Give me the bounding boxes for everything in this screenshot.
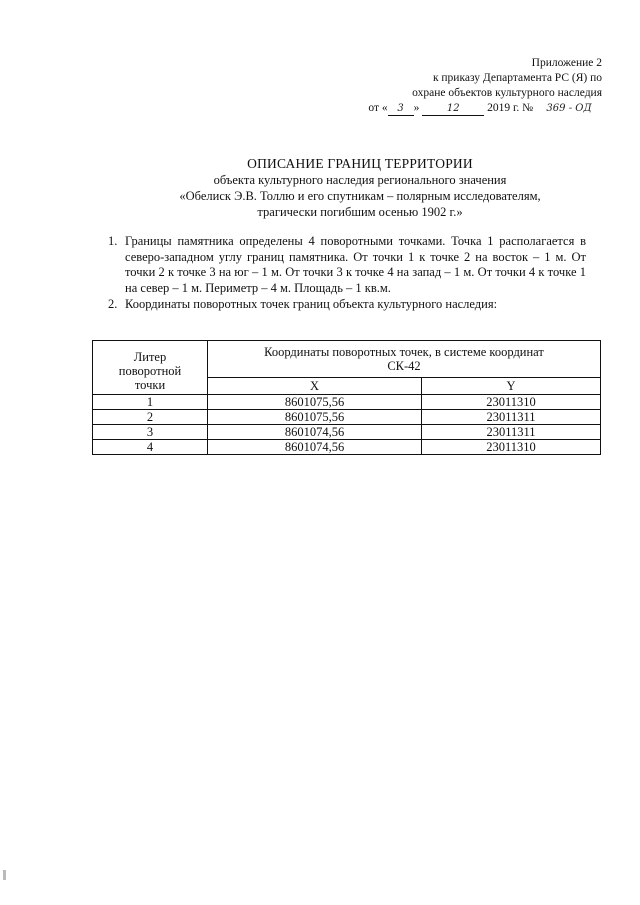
- cell-x: 8601074,56: [208, 440, 422, 455]
- header-coordinates-line-1: Координаты поворотных точек, в системе координат: [264, 345, 544, 359]
- cell-y: 23011311: [422, 425, 601, 440]
- cell-point: 4: [93, 440, 208, 455]
- handwritten-day: 3: [388, 103, 414, 116]
- document-title: [110, 155, 610, 220]
- header-literal-line-1: Литер: [133, 349, 167, 364]
- header-literal-line-3: точки: [134, 377, 166, 392]
- title-heading: ОПИСАНИЕ ГРАНИЦ ТЕРРИТОРИИ: [247, 156, 473, 171]
- cell-y: 23011310: [422, 395, 601, 410]
- header-y: Y: [422, 378, 601, 395]
- list-item: [100, 234, 586, 296]
- title-line-2: объекта культурного наследия регионального значения: [213, 173, 507, 187]
- list-item-text: Координаты поворотных точек границ объекта культурного наследия:: [125, 297, 498, 311]
- date-quote-close: »: [413, 102, 420, 114]
- cell-point: 2: [93, 410, 208, 425]
- appendix-line-2: к приказу Департамента РС (Я) по: [432, 72, 602, 84]
- cell-y: 23011310: [422, 440, 601, 455]
- header-coordinates-line-2: СК-42: [387, 359, 421, 373]
- appendix-date-line: [362, 101, 602, 116]
- coordinates-table: [92, 340, 601, 455]
- appendix-line-1: Приложение 2: [531, 57, 602, 69]
- handwritten-month: 12: [422, 103, 484, 116]
- numbered-list: [100, 234, 586, 314]
- table-row: [93, 440, 601, 455]
- list-item: [100, 297, 586, 313]
- table-row: [93, 395, 601, 410]
- header-coordinates: [208, 341, 601, 378]
- cell-x: 8601075,56: [208, 395, 422, 410]
- header-x: X: [208, 378, 422, 395]
- date-prefix: от «: [368, 102, 388, 114]
- title-line-4: трагически погибшим осенью 1902 г.»: [257, 205, 463, 219]
- scan-edge-mark: [3, 870, 6, 880]
- header-literal-line-2: поворотной: [118, 363, 182, 378]
- appendix-header: [362, 56, 602, 116]
- list-item-text: Границы памятника определены 4 поворотными точками. Точка 1 располагается в северо-западном углу границ памятника. От точки 1 к точке 2 на восток – 1 м. От точки 2 к точке 3 на юг – 1 м. От точки 3 к точке 4 на запад – 1 м. От точки 4 к точке 1 на север – 1 м. Периметр – 4 м. Площадь – 1 кв.м.: [125, 234, 586, 295]
- cell-x: 8601075,56: [208, 410, 422, 425]
- date-year-suffix: 2019 г. №: [487, 102, 534, 114]
- handwritten-number: 369 - ОД: [546, 103, 592, 114]
- title-line-3: «Обелиск Э.В. Толлю и его спутникам – полярным исследователям,: [179, 189, 541, 203]
- cell-point: 3: [93, 425, 208, 440]
- list-item-number: 2.: [108, 297, 118, 311]
- list-item-number: 1.: [108, 234, 118, 248]
- table-row: [93, 410, 601, 425]
- table-row: [93, 425, 601, 440]
- appendix-line-3: охране объектов культурного наследия: [412, 87, 602, 99]
- header-point-literal: [93, 341, 208, 395]
- cell-x: 8601074,56: [208, 425, 422, 440]
- cell-y: 23011311: [422, 410, 601, 425]
- cell-point: 1: [93, 395, 208, 410]
